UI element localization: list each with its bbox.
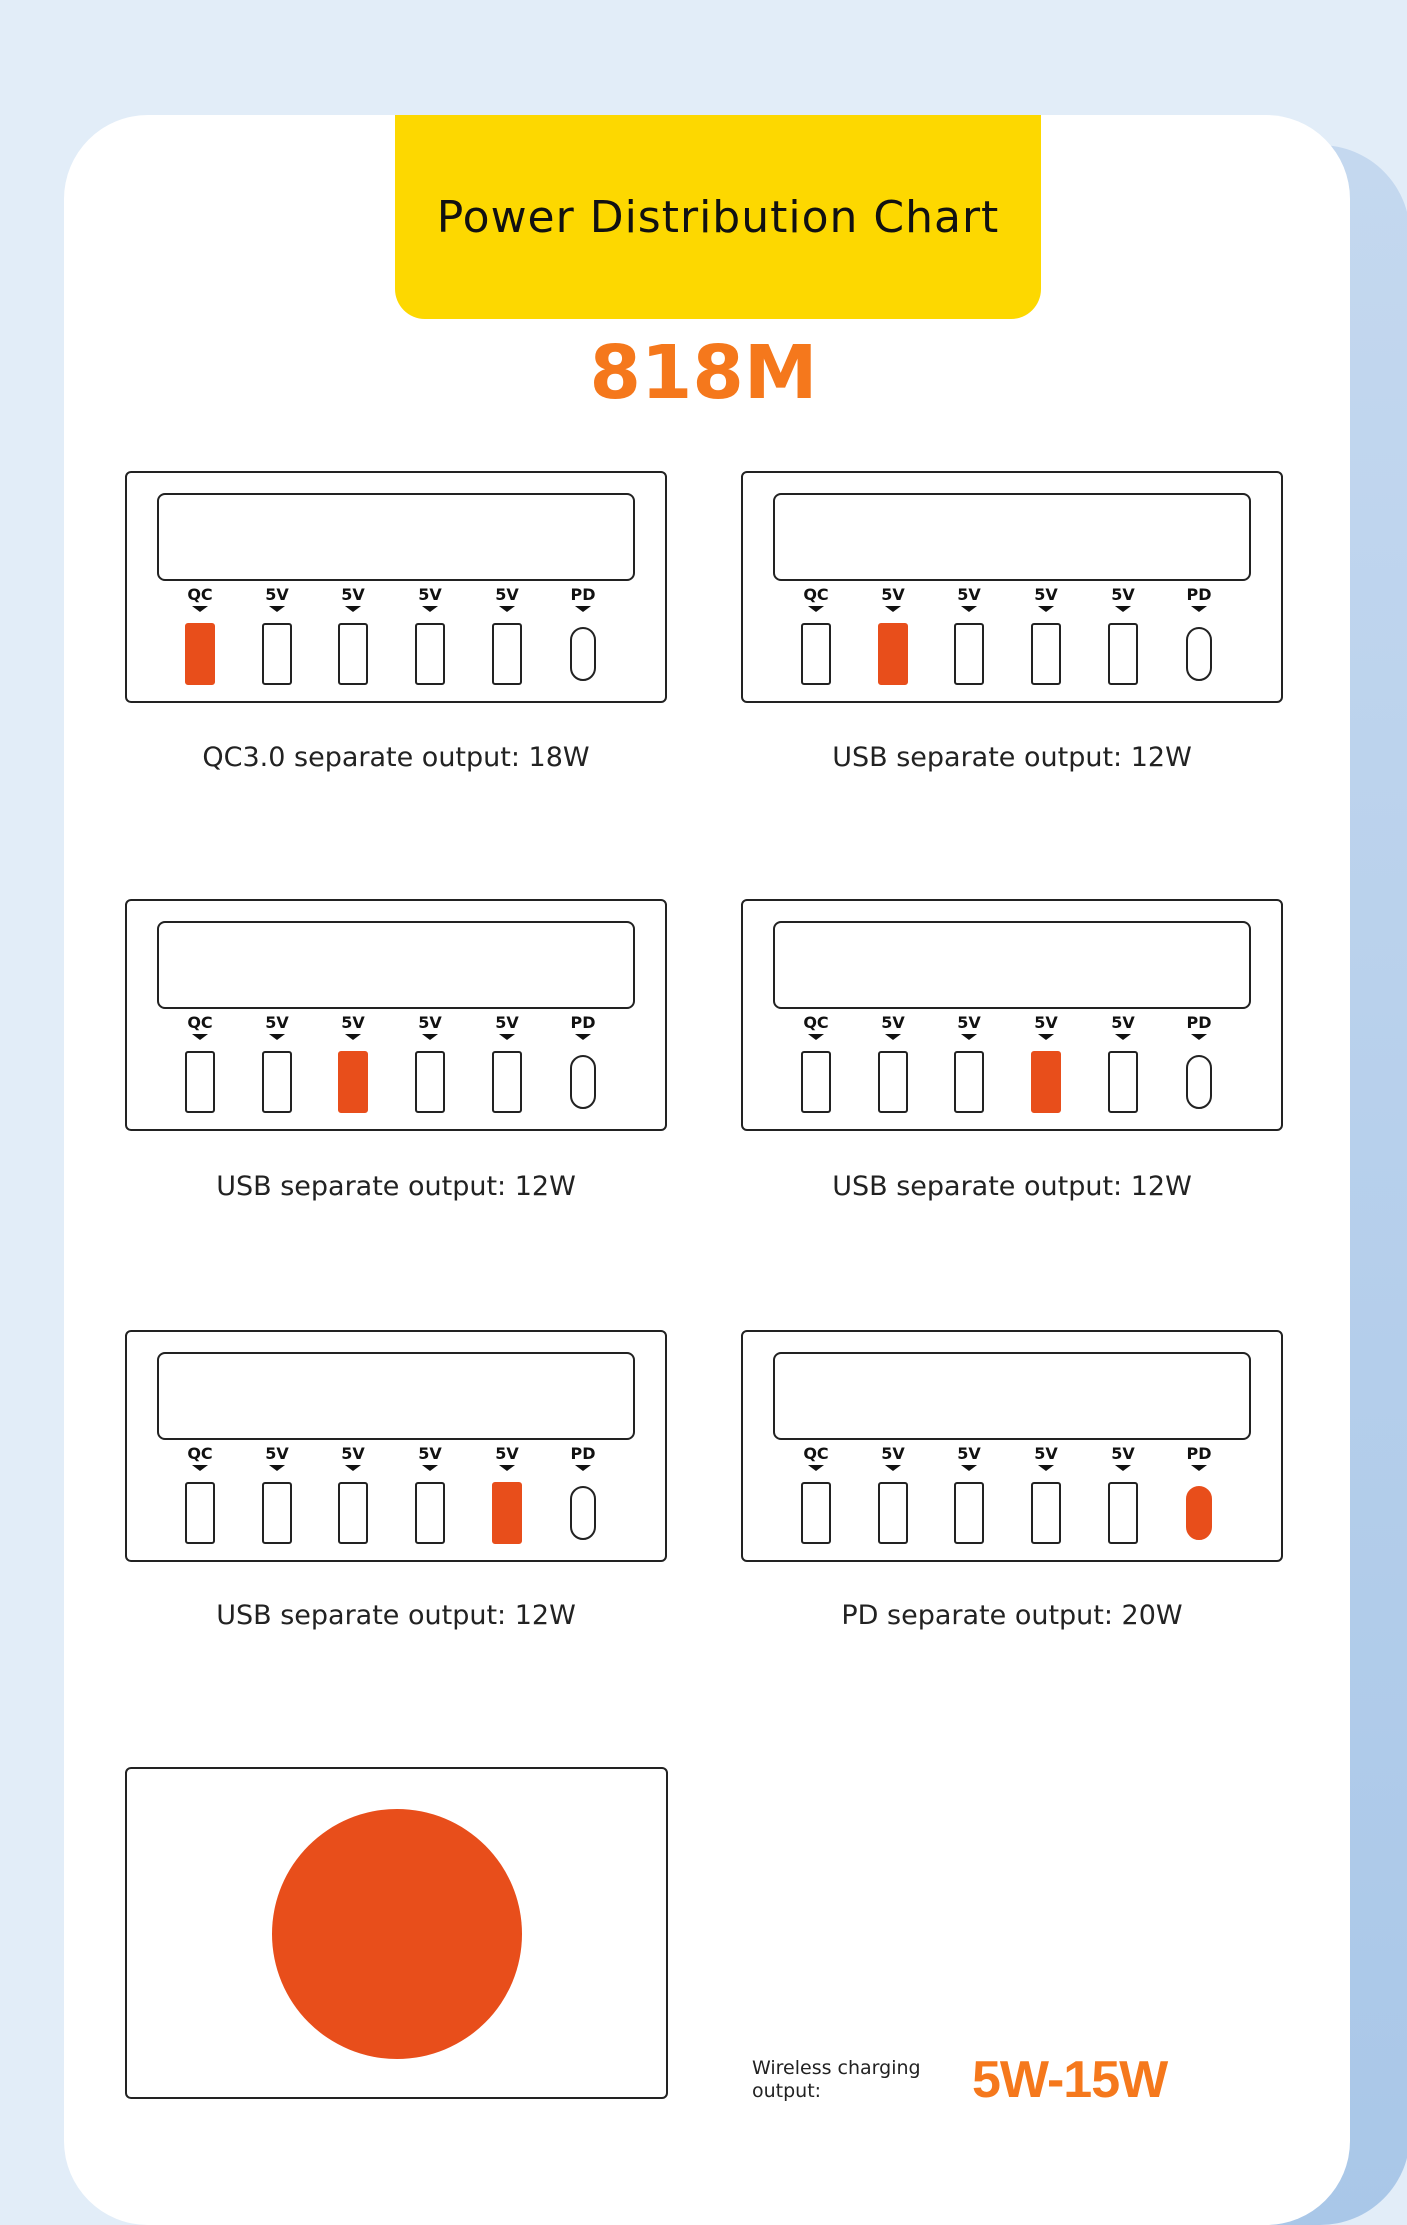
output-caption: USB separate output: 12W (832, 1171, 1192, 1202)
usb-a-port (338, 623, 368, 685)
usb-a-port (185, 623, 215, 685)
usb-a-port (1031, 623, 1061, 685)
port-label: QC (796, 1013, 836, 1033)
port-label: 5V (1103, 1013, 1143, 1033)
display-screen (157, 493, 635, 581)
usb-a-port (878, 1482, 908, 1544)
output-caption: USB separate output: 12W (216, 1171, 576, 1202)
usb-a-port (1031, 1482, 1061, 1544)
usb-c-port (570, 1486, 596, 1540)
page-title: Power Distribution Chart (436, 191, 1000, 243)
port-label: PD (563, 1013, 603, 1033)
port-panel (741, 471, 1283, 703)
usb-a-port (338, 1051, 368, 1113)
usb-a-port (954, 623, 984, 685)
port-label: 5V (257, 1013, 297, 1033)
port-label: QC (796, 585, 836, 605)
port-label: PD (563, 585, 603, 605)
usb-c-port (1186, 1486, 1212, 1540)
display-screen (773, 493, 1251, 581)
output-caption: USB separate output: 12W (832, 742, 1192, 773)
port-label: 5V (333, 1013, 373, 1033)
port-label: 5V (873, 1013, 913, 1033)
usb-a-port (415, 623, 445, 685)
usb-a-port (801, 623, 831, 685)
usb-a-port (492, 1051, 522, 1113)
usb-a-port (954, 1051, 984, 1113)
port-label: 5V (1026, 585, 1066, 605)
output-caption: USB separate output: 12W (216, 1600, 576, 1631)
port-label: 5V (873, 1444, 913, 1464)
port-label: 5V (333, 1444, 373, 1464)
port-label: 5V (410, 585, 450, 605)
port-panel (125, 1330, 667, 1562)
port-label: QC (180, 1013, 220, 1033)
usb-a-port (1108, 1482, 1138, 1544)
usb-c-port (570, 1055, 596, 1109)
display-screen (773, 1352, 1251, 1440)
port-label: PD (1179, 1444, 1219, 1464)
port-label: 5V (949, 585, 989, 605)
model-number: 818M (589, 330, 818, 416)
usb-a-port (1031, 1051, 1061, 1113)
usb-c-port (570, 627, 596, 681)
port-label: 5V (487, 585, 527, 605)
port-label: QC (180, 1444, 220, 1464)
usb-a-port (801, 1482, 831, 1544)
output-caption: QC3.0 separate output: 18W (202, 742, 590, 773)
port-label: 5V (873, 585, 913, 605)
port-label: 5V (410, 1444, 450, 1464)
usb-a-port (492, 1482, 522, 1544)
port-panel (125, 471, 667, 703)
port-label: 5V (410, 1013, 450, 1033)
usb-a-port (415, 1051, 445, 1113)
output-caption: PD separate output: 20W (841, 1600, 1183, 1631)
usb-a-port (954, 1482, 984, 1544)
port-label: QC (796, 1444, 836, 1464)
usb-a-port (185, 1482, 215, 1544)
port-label: 5V (333, 585, 373, 605)
wireless-charger-diagram (125, 1767, 668, 2099)
wireless-output-label: Wireless charging output: (752, 2057, 921, 2102)
port-label: 5V (949, 1013, 989, 1033)
usb-a-port (492, 623, 522, 685)
usb-c-port (1186, 627, 1212, 681)
usb-a-port (878, 1051, 908, 1113)
usb-a-port (878, 623, 908, 685)
port-label: PD (1179, 1013, 1219, 1033)
usb-a-port (262, 623, 292, 685)
port-label: 5V (487, 1444, 527, 1464)
port-label: 5V (1026, 1013, 1066, 1033)
port-label: 5V (487, 1013, 527, 1033)
port-label: 5V (1026, 1444, 1066, 1464)
wireless-charging-pad (272, 1809, 522, 2059)
port-label: PD (1179, 585, 1219, 605)
usb-a-port (185, 1051, 215, 1113)
port-panel (741, 899, 1283, 1131)
title-banner (395, 115, 1041, 319)
usb-a-port (801, 1051, 831, 1113)
port-label: 5V (1103, 585, 1143, 605)
display-screen (157, 1352, 635, 1440)
port-label: 5V (1103, 1444, 1143, 1464)
usb-a-port (338, 1482, 368, 1544)
usb-a-port (262, 1482, 292, 1544)
usb-c-port (1186, 1055, 1212, 1109)
port-label: 5V (257, 585, 297, 605)
usb-a-port (1108, 1051, 1138, 1113)
port-panel (125, 899, 667, 1131)
usb-a-port (415, 1482, 445, 1544)
usb-a-port (1108, 623, 1138, 685)
port-label: 5V (949, 1444, 989, 1464)
port-panel (741, 1330, 1283, 1562)
port-label: 5V (257, 1444, 297, 1464)
port-label: PD (563, 1444, 603, 1464)
wireless-output-value: 5W-15W (972, 2051, 1168, 2109)
display-screen (773, 921, 1251, 1009)
usb-a-port (262, 1051, 292, 1113)
port-label: QC (180, 585, 220, 605)
display-screen (157, 921, 635, 1009)
